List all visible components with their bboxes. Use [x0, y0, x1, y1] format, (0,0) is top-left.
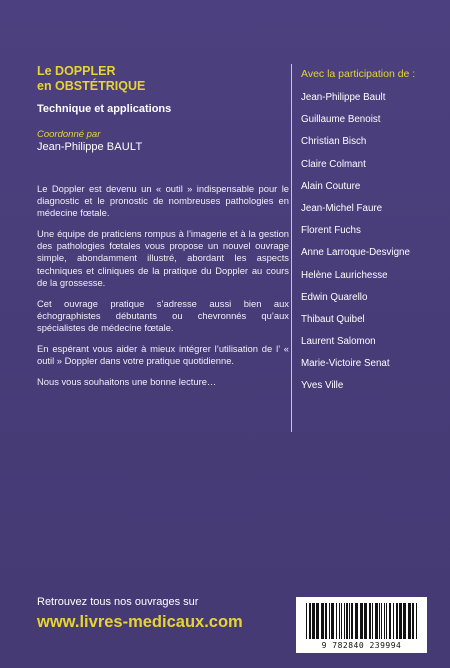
title-block: [37, 64, 285, 153]
participant-name: Yves Ville: [301, 380, 344, 392]
participant-name: Jean-Philippe Bault: [301, 92, 386, 103]
coordinator-last-name: BAULT: [106, 141, 143, 153]
participant-name: Christian Bisch: [301, 136, 367, 148]
participant-name: Helène Laurichesse: [301, 269, 388, 281]
coordinator-name: [37, 141, 285, 153]
participant-name: Florent Fuchs: [301, 225, 361, 237]
coordinator-first-name: Jean-Philippe: [37, 141, 104, 153]
footer-text: Retrouvez tous nos ouvrages sur: [37, 596, 199, 608]
paragraph: Le Doppler est devenu un « outil » indispensable pour le diagnostic et le pronostic de nombreuses pathologies en médecine fœtale.: [37, 183, 289, 219]
barcode-digits: 9 782840 239994: [321, 641, 402, 650]
description: [37, 183, 289, 397]
book-subtitle: Technique et applications: [37, 103, 172, 115]
participant-name: Thibaut Quibel: [301, 313, 365, 325]
participant-name: Edwin Quarello: [301, 291, 368, 303]
participants-list: [301, 92, 441, 403]
participant-name: Anne Larroque-Desvigne: [301, 247, 410, 259]
column-divider: [291, 64, 292, 432]
paragraph: Nous vous souhaitons une bonne lecture…: [37, 376, 217, 388]
paragraph: Cet ouvrage pratique s’adresse aussi bien aux échographistes débutants ou chevronnés qu’aux spécialistes de médecine fœtale.: [37, 297, 289, 333]
paragraph: En espérant vous aider à mieux intégrer l’utilisation de l’ « outil » Doppler dans votre pratique quotidienne.: [37, 343, 289, 367]
participant-name: Guillaume Benoist: [301, 114, 381, 126]
coordinator-label: Coordonné par: [37, 129, 101, 140]
isbn-barcode: [296, 597, 427, 653]
website-url: www.livres-medicaux.com: [37, 613, 243, 631]
participant-name: Marie-Victoire Senat: [301, 358, 390, 370]
barcode-bars: [304, 603, 419, 639]
book-title-line-1: Le DOPPLER: [37, 64, 116, 78]
participant-name: Laurent Salomon: [301, 336, 376, 348]
participant-name: Claire Colmant: [301, 158, 366, 170]
participants-block: [301, 68, 441, 403]
participant-name: Jean-Michel Faure: [301, 202, 383, 214]
book-title-line-2: en OBSTÉTRIQUE: [37, 79, 146, 93]
participants-heading: Avec la participation de :: [301, 68, 416, 80]
paragraph: Une équipe de praticiens rompus à l’imagerie et à la gestion des pathologies fœtales vous propose un nouvel ouvrage simple, abondamment illustré, abordant les aspects techniques et cliniques de la pratique du Doppler au cours de la grossesse.: [37, 228, 289, 288]
participant-name: Alain Couture: [301, 180, 361, 192]
